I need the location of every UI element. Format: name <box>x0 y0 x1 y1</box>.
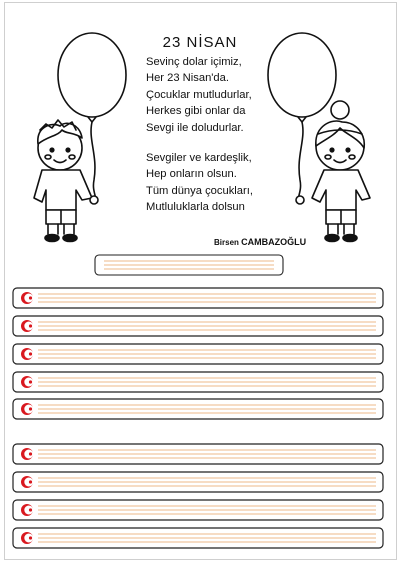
poem-body <box>146 54 266 216</box>
poem-line: Sevinç dolar içimiz, <box>146 56 242 68</box>
poem-line: Tüm dünya çocukları, <box>146 184 253 197</box>
poem-line: Hep onların olsun. <box>146 168 237 181</box>
writing-line <box>12 287 384 309</box>
writing-line <box>12 398 384 420</box>
poem-line: Çocuklar mutludurlar, <box>146 88 252 101</box>
girl-with-balloon-icon <box>262 30 382 245</box>
writing-line <box>12 371 384 393</box>
writing-line <box>12 443 384 465</box>
stanza-gap <box>146 136 266 150</box>
writing-line <box>12 471 384 493</box>
name-box <box>94 254 284 276</box>
writing-line <box>12 343 384 365</box>
poem-line: Sevgi ile doludurlar. <box>146 121 244 134</box>
author-last-name: CAMBAZOĞLU <box>241 237 307 247</box>
author-first-name: Birsen <box>214 238 239 247</box>
writing-line <box>12 527 384 549</box>
poem-line: Sevgiler ve kardeşlik, <box>146 152 252 165</box>
poem-line: Her 23 Nisan'da. <box>146 72 229 85</box>
writing-line <box>12 499 384 521</box>
writing-line <box>12 315 384 337</box>
poem-title: 23 NİSAN <box>162 34 238 51</box>
poem-line: Mutluluklarla dolsun <box>146 201 245 214</box>
boy-with-balloon-icon <box>22 30 140 245</box>
poem-line: Herkes gibi onlar da <box>146 105 246 118</box>
